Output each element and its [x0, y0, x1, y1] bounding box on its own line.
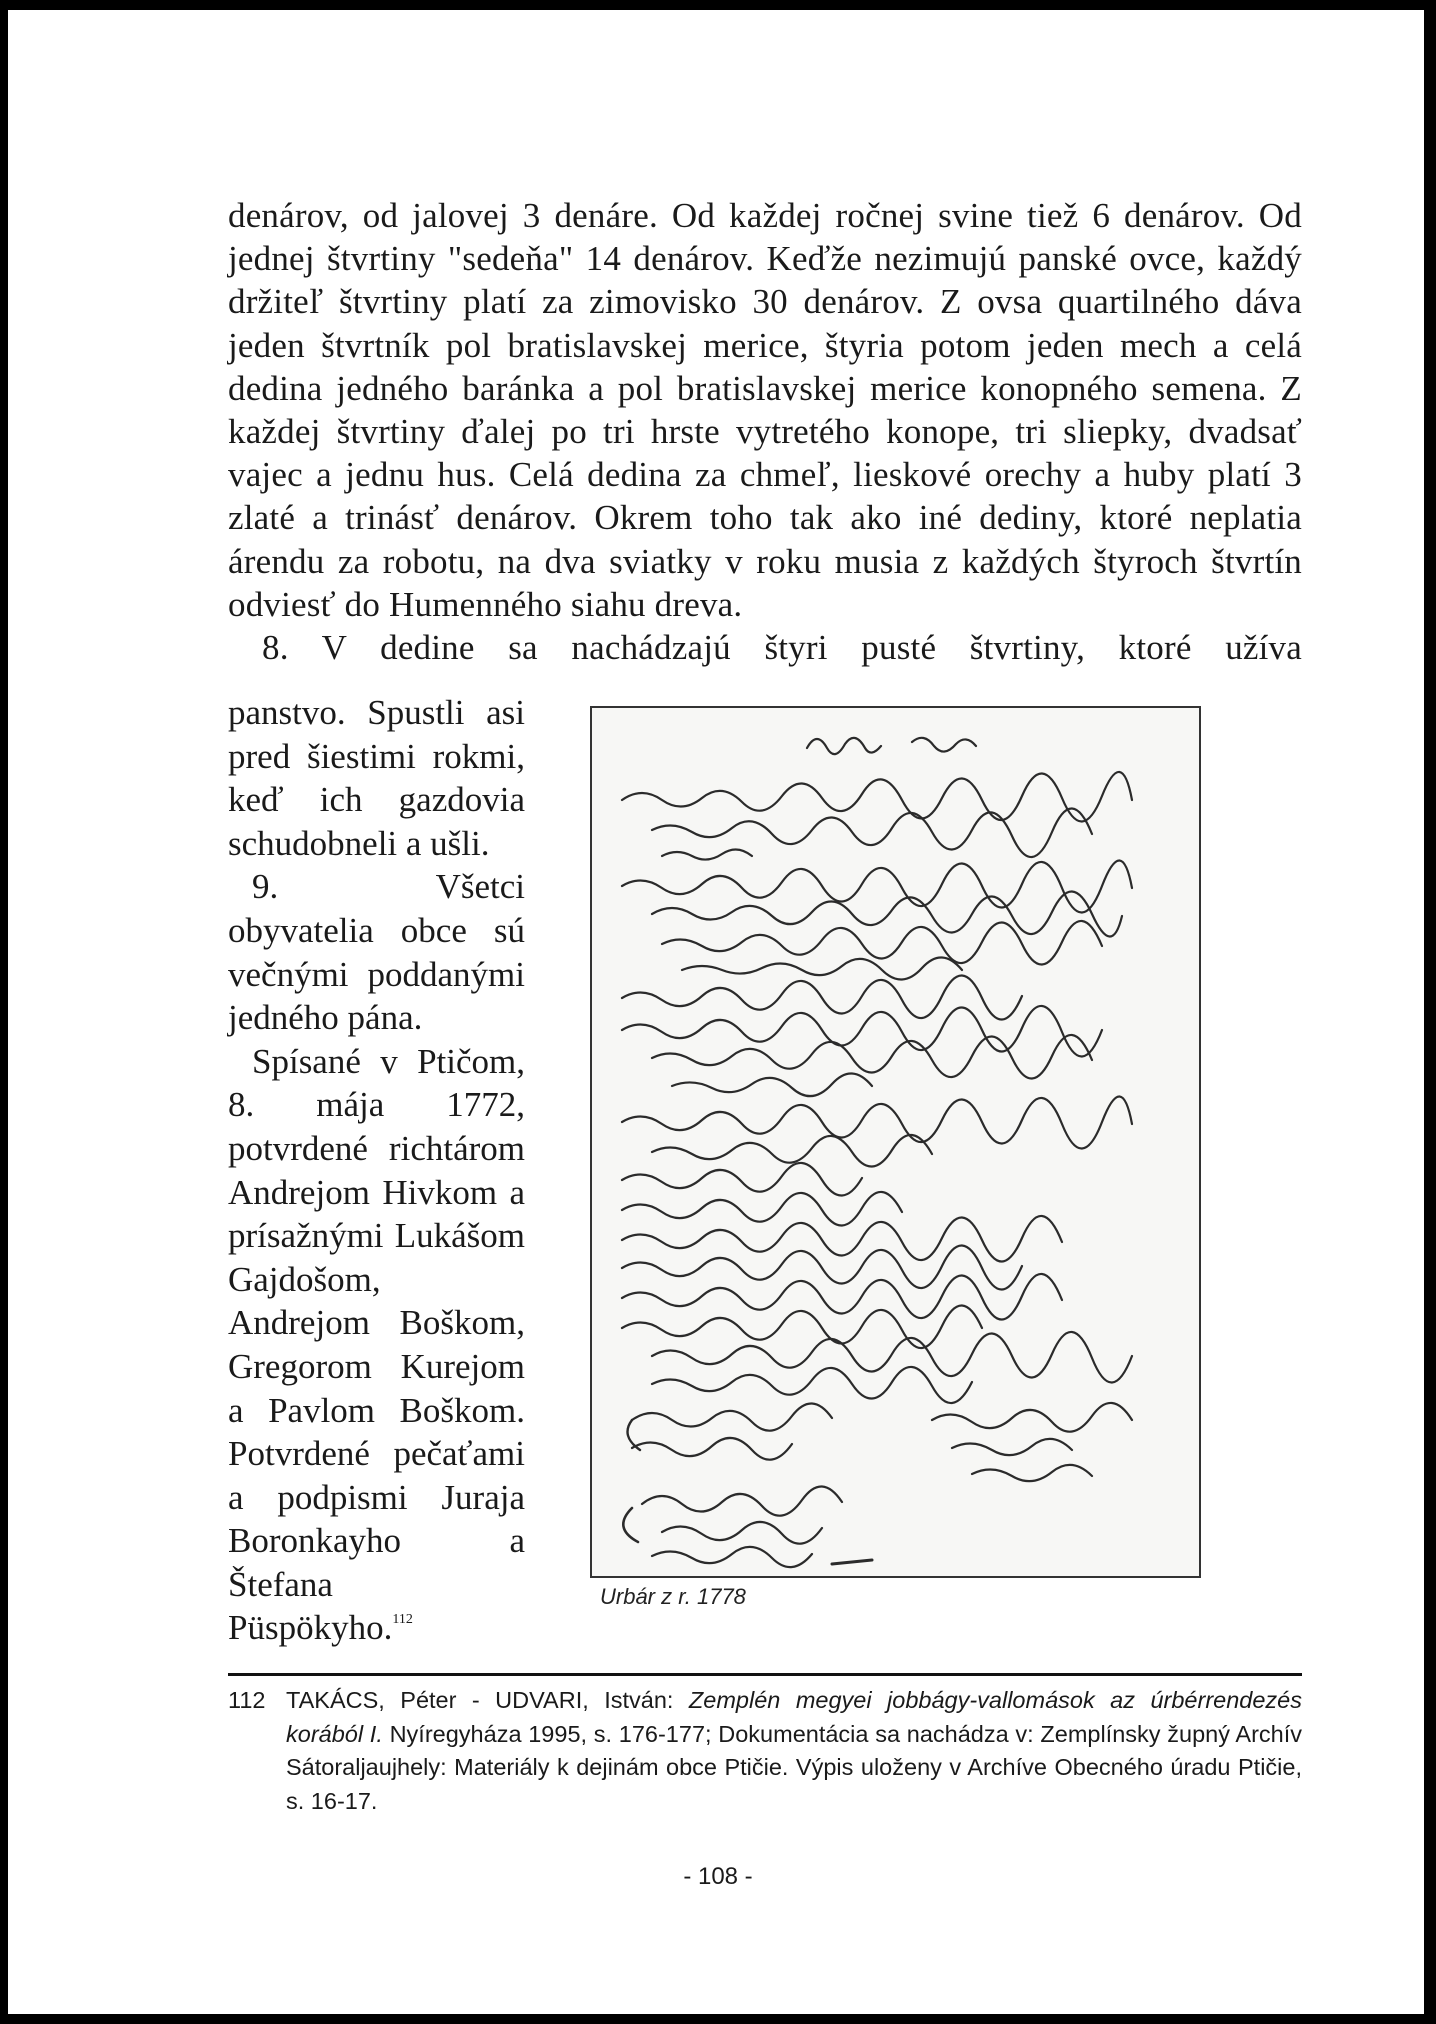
footnote-details: Nyíregyháza 1995, s. 176-177; Dokumentácia sa nachádza v: Zemplínsky župný Archív Sátoraljaujhely: Materiály k dejinám obce Ptičie. Výpis uloženy v Archíve Obecného úradu Ptičie, s. 16-17. — [286, 1720, 1302, 1814]
main-text — [228, 194, 1302, 669]
footnote-112 — [228, 1684, 1302, 1818]
page-number: - 108 - — [683, 1863, 753, 1890]
paragraph-8-continuation: panstvo. Spustli asi pred šiestimi rokmi, keď ich gazdovia schudobneli a ušli. — [228, 693, 525, 863]
footnote-title: Zemplén megyei jobbágy-vallomások az úrbérrendezés korából I. — [286, 1687, 1302, 1747]
paragraph-8-first-line: 8. V dedine sa nachádzajú štyri pusté štvrtiny, ktoré užíva — [262, 628, 1302, 668]
figure-caption: Urbár z r. 1778 — [600, 1584, 746, 1609]
footnote-number: 112 — [228, 1687, 266, 1713]
paragraph-9: 9. Všetci obyvatelia obce sú večnými poddanými jedného pána. — [228, 867, 525, 1038]
footnote-divider — [228, 1673, 1302, 1676]
manuscript-handwriting-image — [592, 708, 1199, 1576]
footnote-reference: 112 — [392, 1612, 413, 1628]
footnote-authors: TAKÁCS, Péter - UDVARI, István: — [286, 1687, 689, 1713]
narrow-text-column — [228, 691, 525, 1650]
paragraph-tributes: denárov, od jalovej 3 denáre. Od každej ročnej svine tiež 6 denárov. Od jednej štvrtiny "sedeňa" 14 denárov. Keďže nezimujú panské ovce, každý držiteľ štvrtiny platí za zimovisko 30 denárov. Z ovsa quartilného dáva jeden štvrtník pol bratislavskej merice, štyria potom jeden mech a celá dedina jedného baránka a pol bratislavskej merice konopného semena. Z každej štvrtiny ďalej po tri hrste vytretého konope, tri sliepky, dvadsať vajec a jednu hus. Celá dedina za chmeľ, lieskové orechy a huby platí 3 zlaté a trinásť denárov. Okrem toho tak ako iné dediny, ktoré neplatia árendu za robotu, na dva sviatky v roku musia z každých štyroch štvrtín odviesť do Humenného siahu dreva. — [228, 196, 1302, 624]
footnote-text — [286, 1684, 1302, 1818]
signatories-text: Spísané v Ptičom, 8. mája 1772, potvrdené richtárom Andrejom Hivkom a prísažnými Lukášom Gajdošom, Andrejom Boškom, Gregorom Kurejom a Pavlom Boškom. Potvrdené pečaťami a podpismi Juraja Boronkayho a Štefana Püspökyho. — [228, 1041, 525, 1648]
manuscript-facsimile — [590, 706, 1201, 1578]
paragraph-signatories — [228, 1040, 525, 1650]
